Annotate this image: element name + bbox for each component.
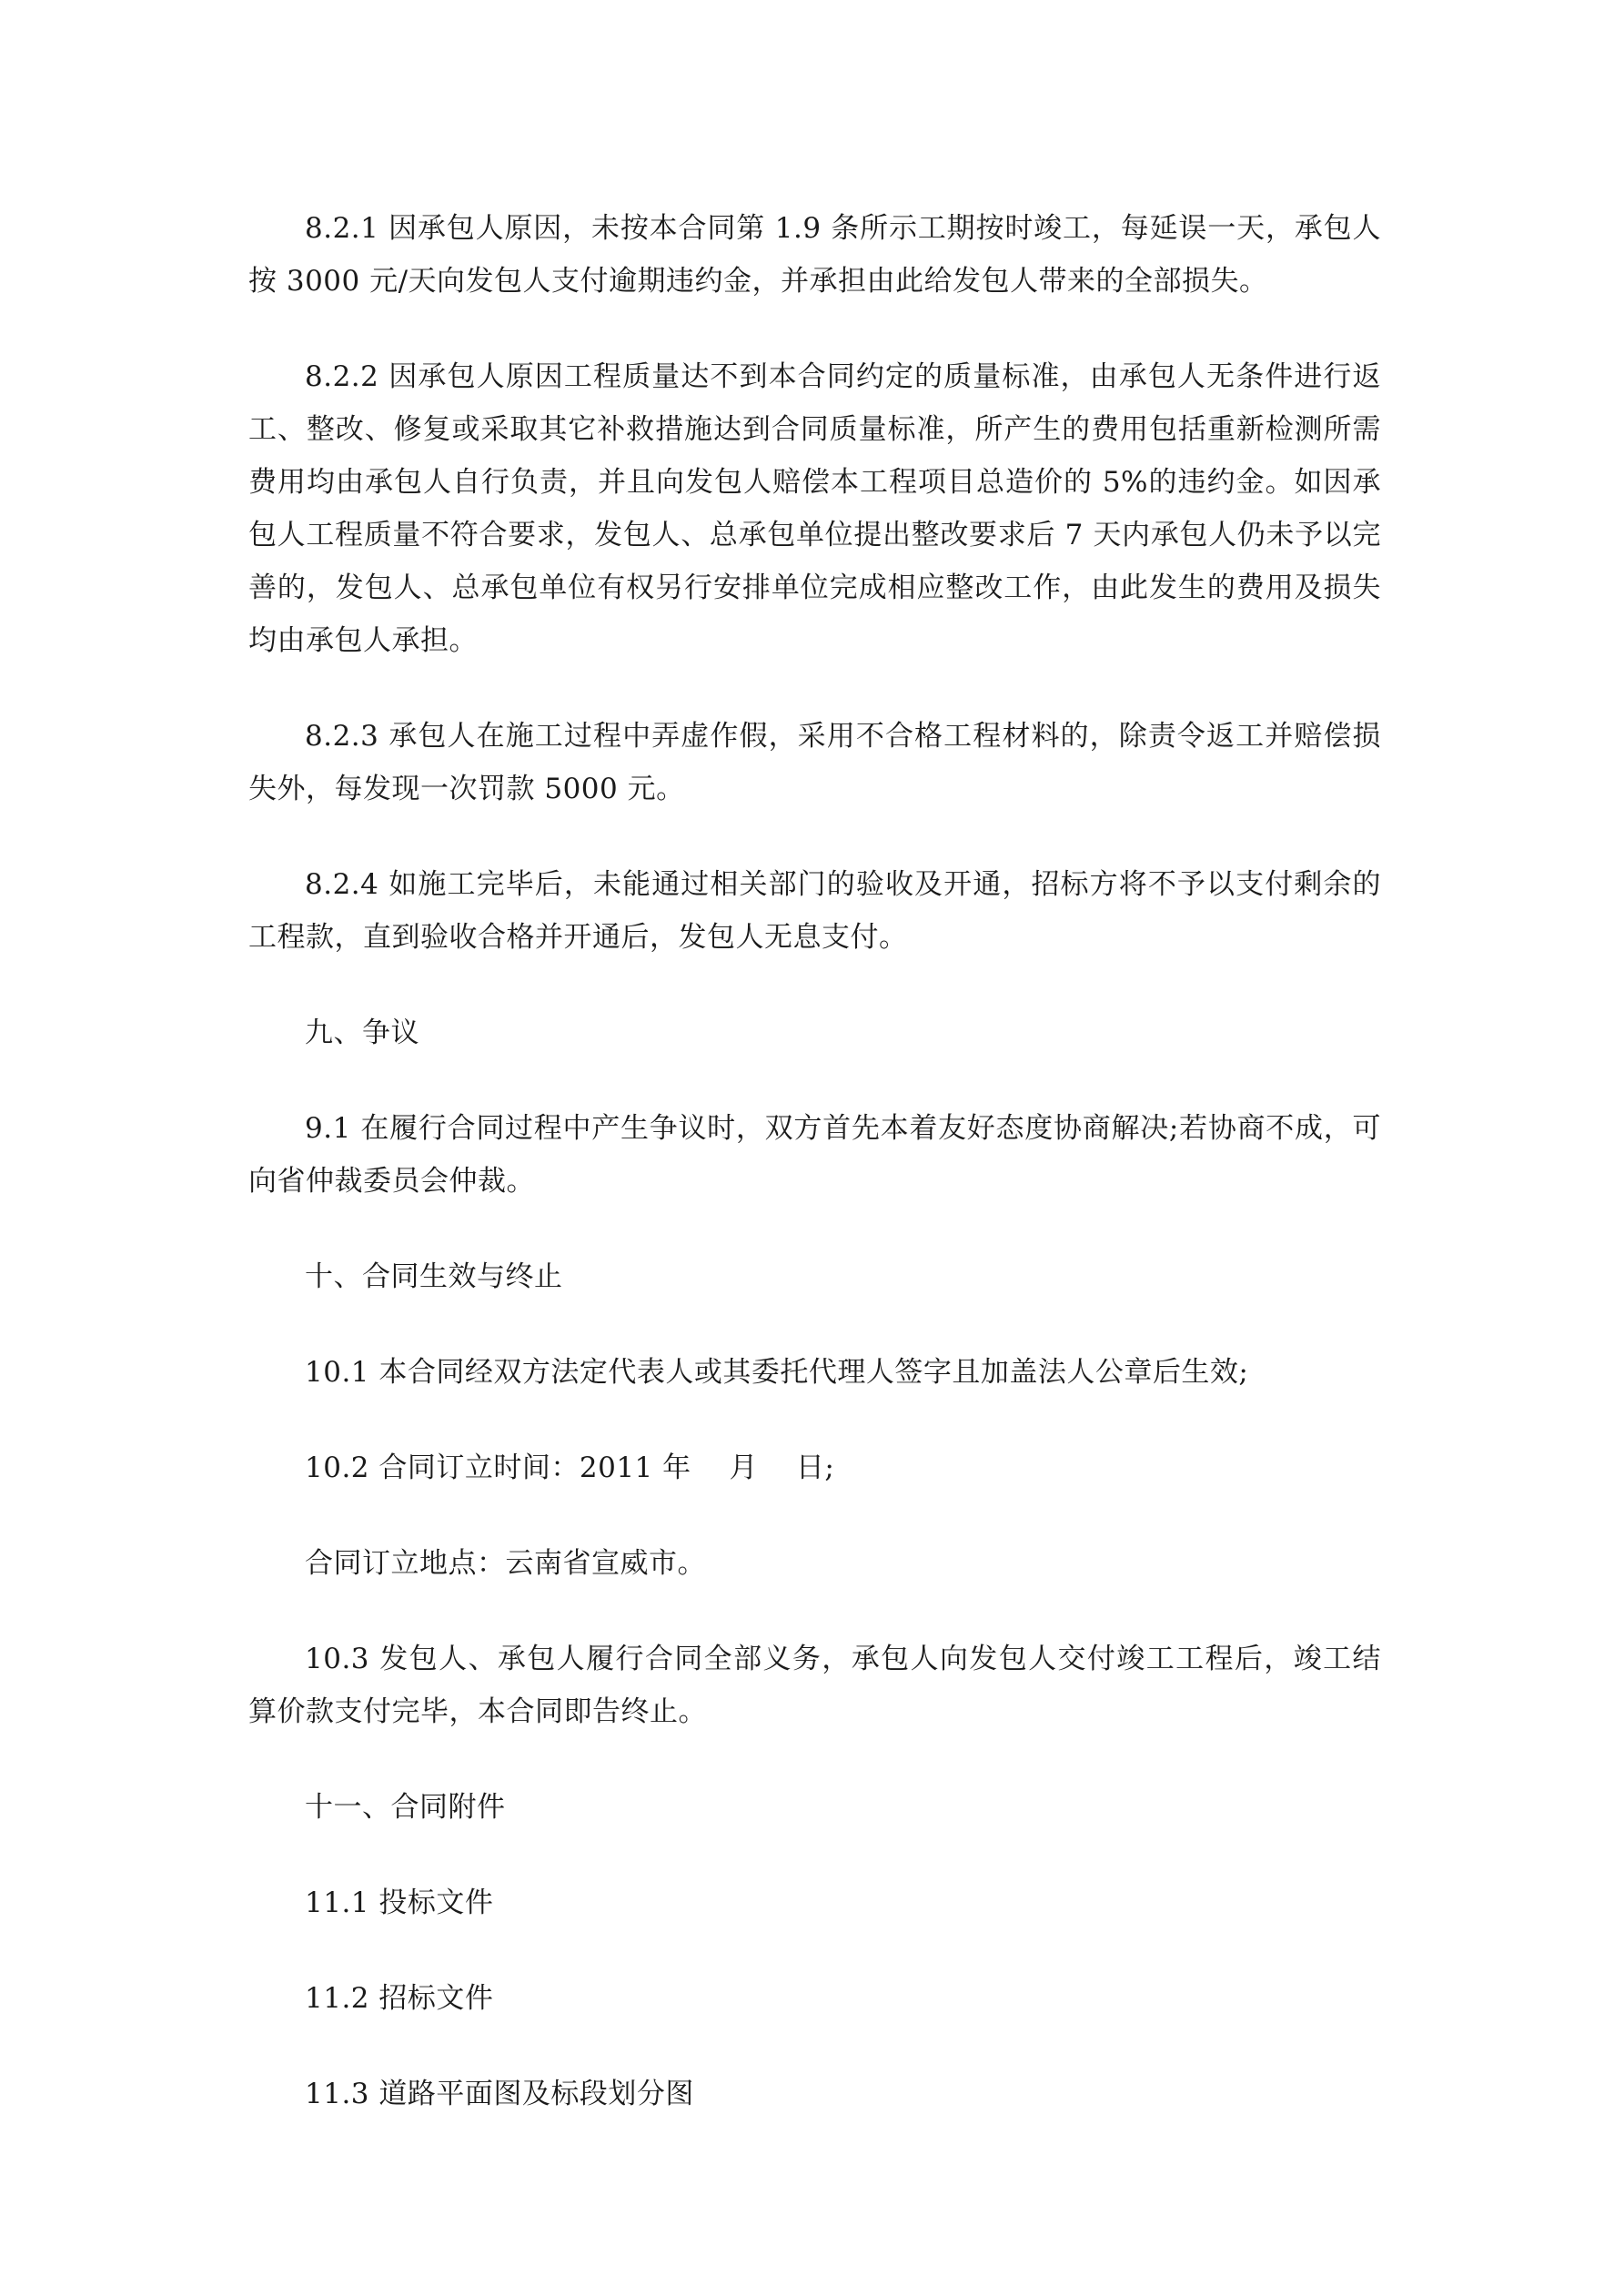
section-heading-attachments: 十一、合同附件	[305, 1791, 506, 1824]
section-heading-dispute: 九、争议	[305, 1017, 419, 1049]
attachment-11-3: 11.3 道路平面图及标段划分图	[305, 2078, 694, 2110]
clause-10-3: 10.3 发包人、承包人履行合同全部义务，承包人向发包人交付竣工工程后，竣工结算价款支付完毕，本合同即告终止。	[248, 1643, 1381, 1728]
attachment-11-1: 11.1 投标文件	[305, 1886, 494, 1919]
clause-10-2: 10.2 合同订立时间：2011 年 月 日;	[305, 1451, 835, 1484]
clause-8-2-1: 8.2.1 因承包人原因，未按本合同第 1.9 条所示工期按时竣工，每延误一天，承包人按 3000 元/天向发包人支付逾期违约金，并承担由此给发包人带来的全部损失。	[248, 212, 1381, 298]
attachment-11-2: 11.2 招标文件	[305, 1982, 494, 2015]
clause-9-1: 9.1 在履行合同过程中产生争议时，双方首先本着友好态度协商解决;若协商不成，可向省仲裁委员会仲裁。	[248, 1112, 1381, 1198]
contract-place: 合同订立地点：云南省宣威市。	[305, 1547, 706, 1580]
document-body	[248, 202, 1381, 2120]
section-heading-effect-termination: 十、合同生效与终止	[305, 1260, 563, 1293]
clause-8-2-4: 8.2.4 如施工完毕后，未能通过相关部门的验收及开通，招标方将不予以支付剩余的工程款，直到验收合格并开通后，发包人无息支付。	[248, 868, 1381, 954]
clause-8-2-2: 8.2.2 因承包人原因工程质量达不到本合同约定的质量标准，由承包人无条件进行返工、整改、修复或采取其它补救措施达到合同质量标准，所产生的费用包括重新检测所需费用均由承包人自行负责，并且向发包人赔偿本工程项目总造价的 5%的违约金。如因承包人工程质量不符合要求，发包人、总承包单位提出整改要求后 7 天内承包人仍未予以完善的，发包人、总承包单位有权另行安排单位完成相应整改工作，由此发生的费用及损失均由承包人承担。	[248, 360, 1381, 657]
clause-8-2-3: 8.2.3 承包人在施工过程中弄虚作假，采用不合格工程材料的，除责令返工并赔偿损失外，每发现一次罚款 5000 元。	[248, 720, 1381, 805]
clause-10-1: 10.1 本合同经双方法定代表人或其委托代理人签字且加盖法人公章后生效;	[305, 1356, 1249, 1389]
